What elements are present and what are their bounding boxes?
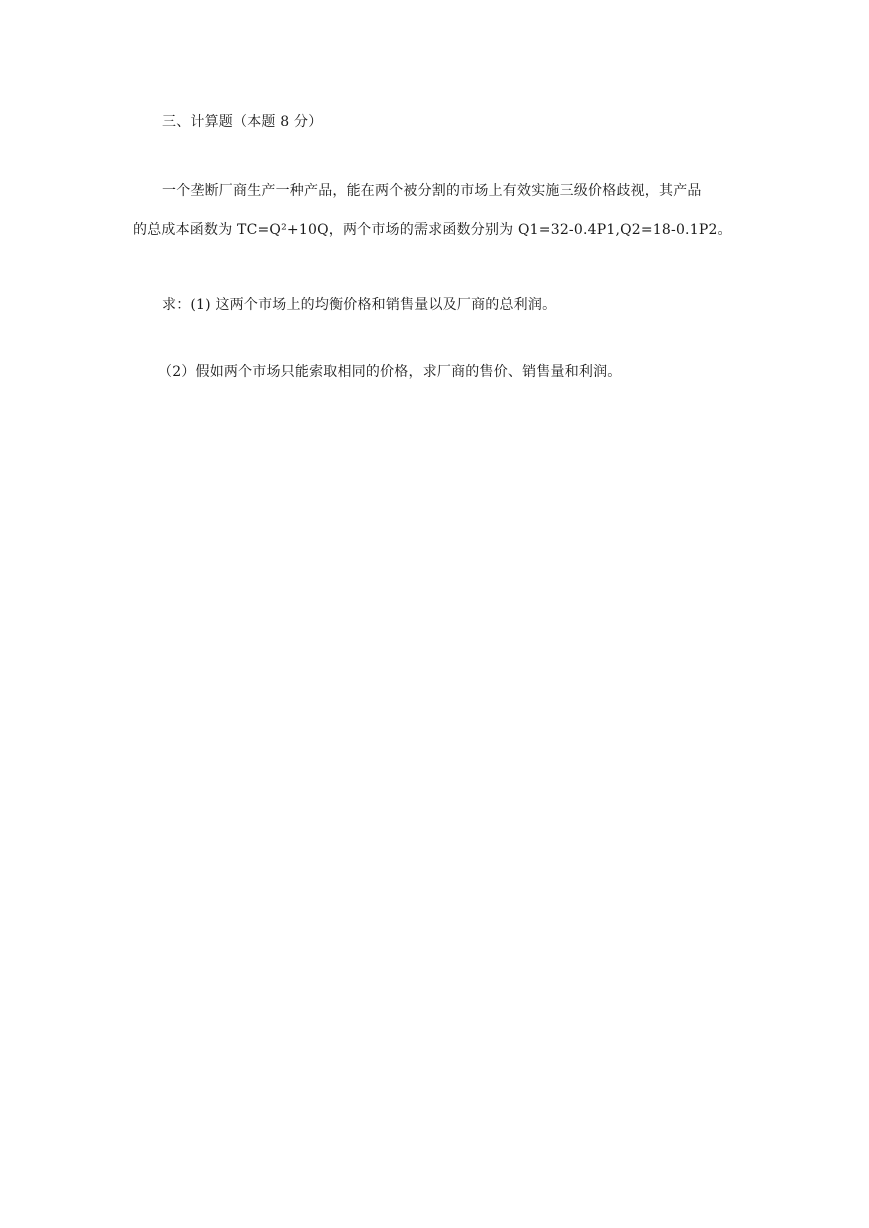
- problem-statement-line-2: 的总成本函数为 TC=Q²+10Q，两个市场的需求函数分别为 Q1=32-0.4P1,Q2=18-0.1P2。: [133, 222, 732, 238]
- section-heading: 三、计算题（本题 8 分）: [162, 114, 323, 130]
- question-2: （2）假如两个市场只能索取相同的价格，求厂商的售价、销售量和利润。: [158, 364, 622, 380]
- question-1: 求：(1) 这两个市场上的均衡价格和销售量以及厂商的总利润。: [162, 297, 557, 313]
- problem-statement-line-1: 一个垄断厂商生产一种产品，能在两个被分割的市场上有效实施三级价格歧视，其产品: [162, 183, 702, 199]
